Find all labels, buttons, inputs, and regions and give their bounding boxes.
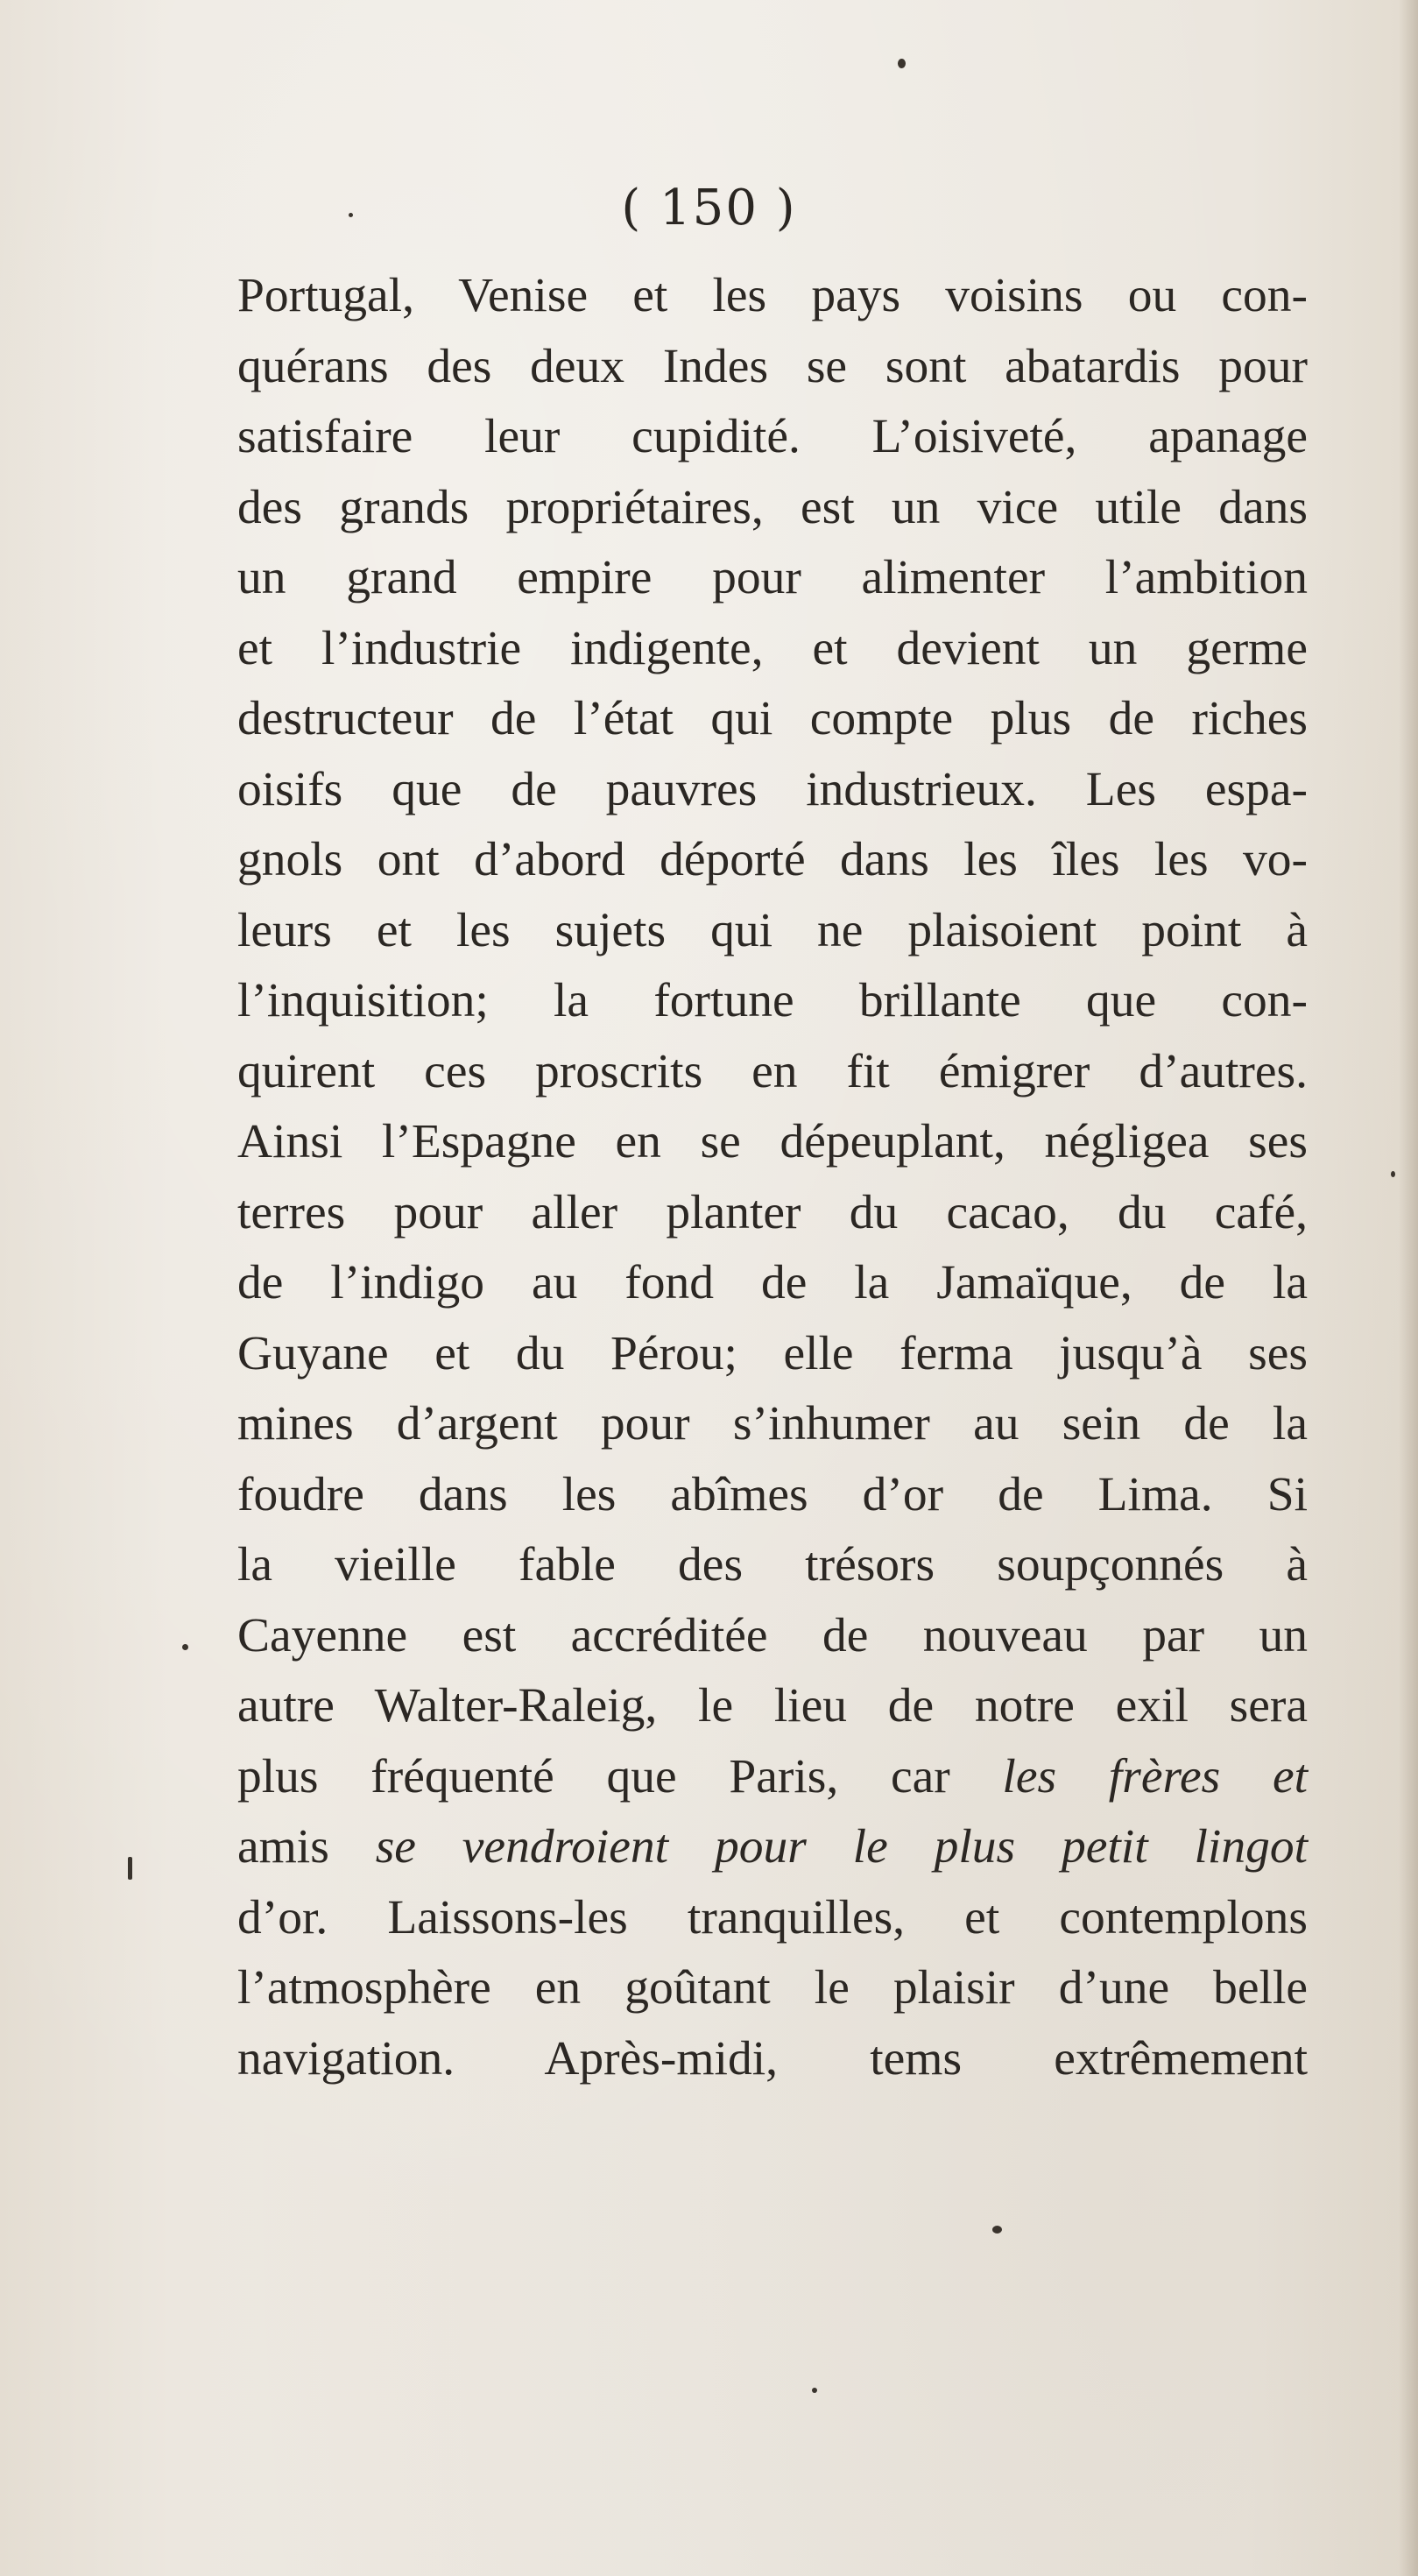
italic-text: les frères et — [1002, 1749, 1308, 1803]
text-line: leurs et les sujets qui ne plaisoient point à — [237, 903, 1308, 957]
text-line: quérans des deux Indes se sont abatardis pour — [237, 339, 1308, 393]
text-line: d’or. Laissons-les tranquilles, et contemplons — [237, 1890, 1308, 1944]
text-line: mines d’argent pour s’inhumer au sein de la — [237, 1397, 1308, 1450]
body-text — [237, 261, 1308, 2094]
text-line: et l’industrie indigente, et devient un germe — [237, 621, 1308, 675]
text-line: Ainsi l’Espagne en se dépeuplant, négligea ses — [237, 1115, 1308, 1168]
page-edge-shadow — [1399, 0, 1418, 2576]
text-line: l’inquisition; la fortune brillante que con- — [237, 974, 1308, 1027]
text-line: gnols ont d’abord déporté dans les îles les vo- — [237, 833, 1308, 886]
text-line: quirent ces proscrits en fit émigrer d’autres. — [237, 1044, 1308, 1098]
text-line: satisfaire leur cupidité. L’oisiveté, apanage — [237, 410, 1308, 463]
text-line: de l’indigo au fond de la Jamaïque, de la — [237, 1256, 1308, 1309]
ink-speck — [898, 59, 906, 68]
ink-speck — [128, 1857, 132, 1880]
text-line: des grands propriétaires, est un vice utile dans — [237, 480, 1308, 534]
text-line: Portugal, Venise et les pays voisins ou con- — [237, 269, 1308, 322]
ink-speck — [349, 213, 353, 217]
text-line: la vieille fable des trésors soupçonnés à — [237, 1538, 1308, 1591]
text-line: autre Walter-Raleig, le lieu de notre exil sera — [237, 1679, 1308, 1733]
ink-speck — [992, 2226, 1002, 2234]
text-line: foudre dans les abîmes d’or de Lima. Si — [237, 1467, 1308, 1521]
text-line: l’atmosphère en goûtant le plaisir d’une belle — [237, 1961, 1308, 2015]
text-line: navigation. Après-midi, tems extrêmement — [237, 2031, 1308, 2086]
text-line: Guyane et du Pérou; elle ferma jusqu’à ses — [237, 1326, 1308, 1380]
text-line: un grand empire pour alimenter l’ambition — [237, 551, 1308, 604]
ink-speck — [182, 1644, 188, 1650]
page-number: ( 150 ) — [621, 180, 797, 236]
italic-text: se vendroient pour le plus petit lingot — [328, 1820, 1308, 1874]
ink-speck — [812, 2388, 817, 2393]
text-line: plus fréquenté que Paris, car les frères et — [237, 1749, 1308, 1803]
ink-speck — [1391, 1171, 1395, 1177]
text-line: amis se vendroient pour le plus petit lingot — [237, 1820, 1308, 1874]
text-line: Cayenne est accréditée de nouveau par un — [237, 1608, 1308, 1662]
text-line: terres pour aller planter du cacao, du café, — [237, 1185, 1308, 1239]
text-line: oisifs que de pauvres industrieux. Les espa- — [237, 762, 1308, 816]
text-line: destructeur de l’état qui compte plus de riches — [237, 692, 1308, 745]
